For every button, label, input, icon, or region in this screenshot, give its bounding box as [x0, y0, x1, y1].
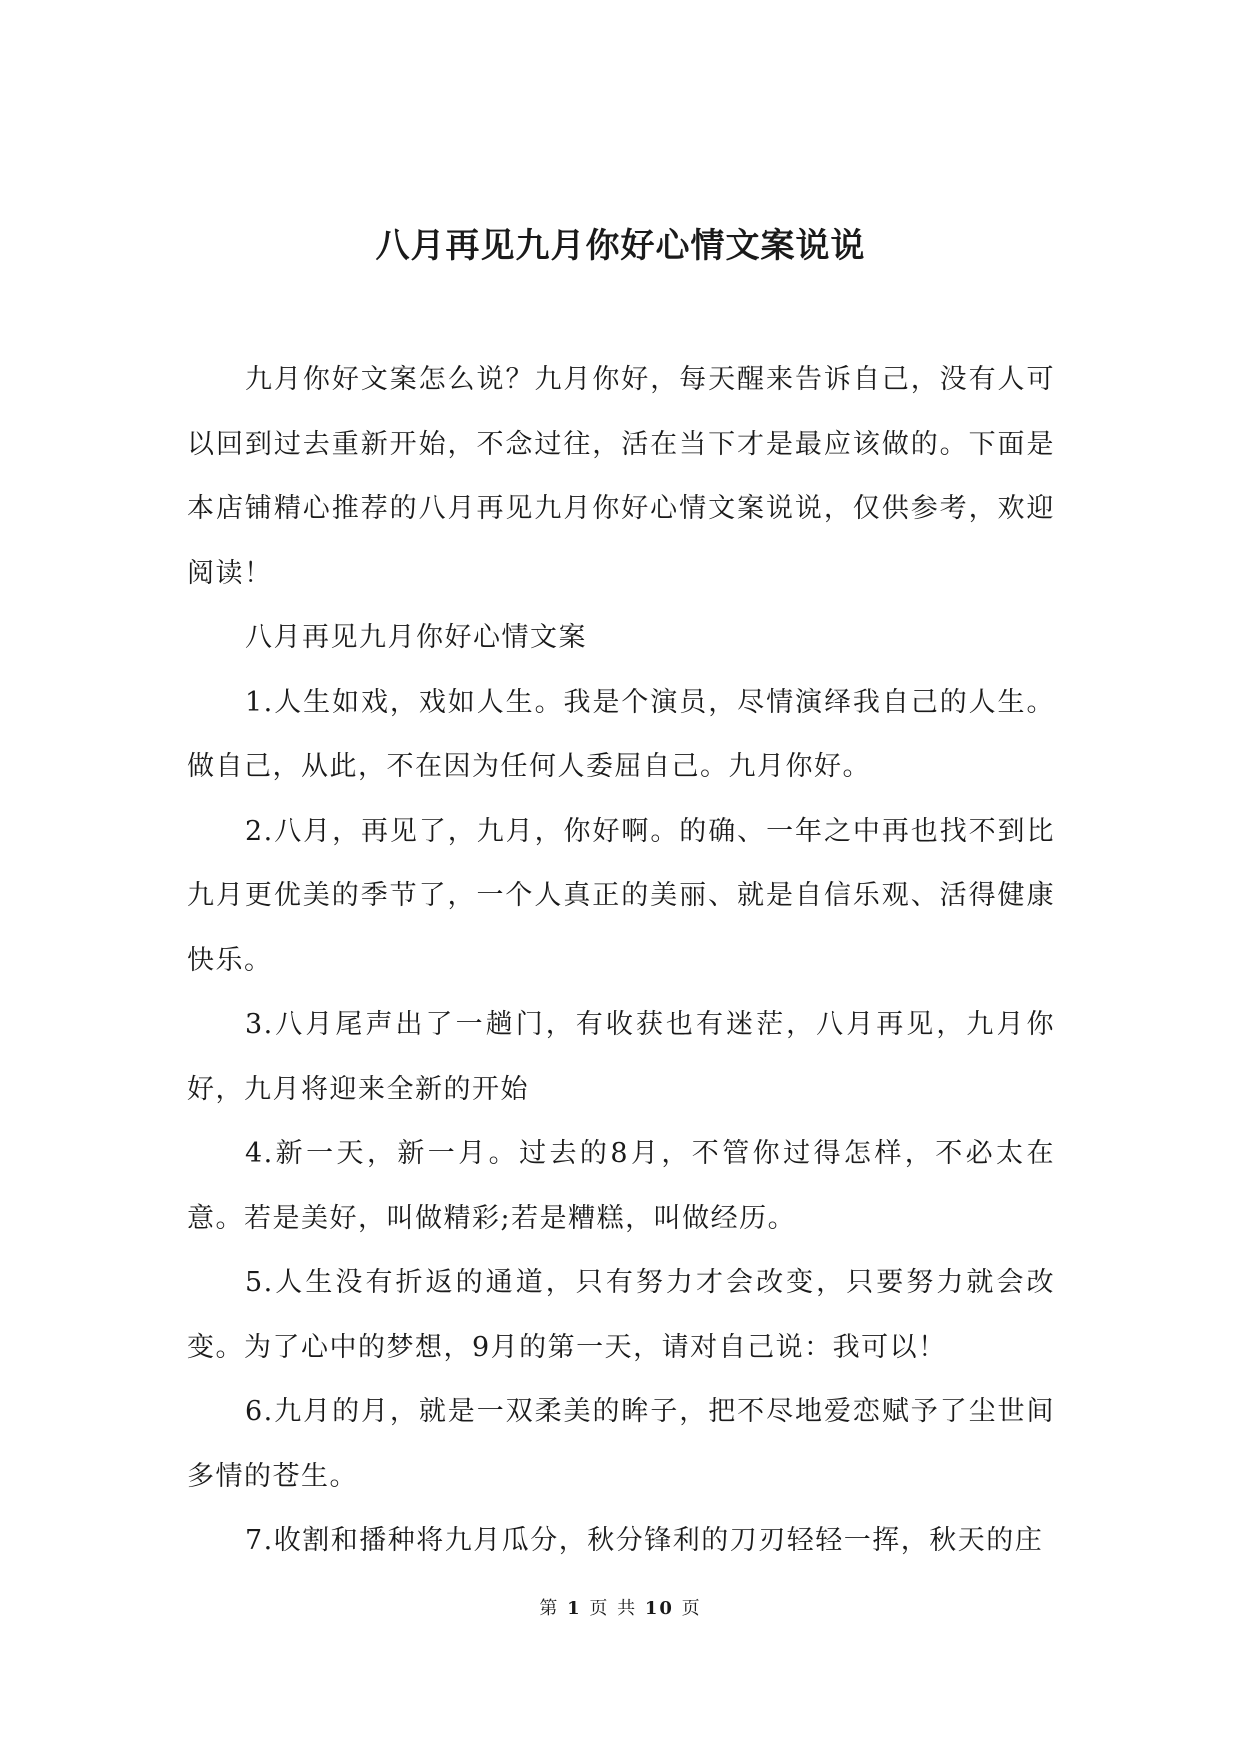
list-item: 3.八月尾声出了一趟门，有收获也有迷茫，八月再见，九月你好，九月将迎来全新的开始: [187, 1009, 1055, 1105]
list-item: 5.人生没有折返的通道，只有努力才会改变，只要努力就会改变。为了心中的梦想，9月的第一天，请对自己说：我可以！: [187, 1267, 1055, 1363]
footer-middle: 页 共: [589, 1598, 638, 1619]
list-item: 4.新一天，新一月。过去的8月，不管你过得怎样，不必太在意。若是美好，叫做精彩;若是糟糕，叫做经历。: [187, 1138, 1055, 1234]
document-body: [187, 348, 1055, 1574]
paragraph-subheading: 八月再见九月你好心情文案: [245, 622, 587, 653]
footer-suffix: 页: [681, 1598, 702, 1619]
footer-page-number: 1: [567, 1598, 582, 1619]
list-item: 1.人生如戏，戏如人生。我是个演员，尽情演绎我自己的人生。做自己，从此，不在因为任何人委屈自己。九月你好。: [187, 686, 1055, 782]
document-title: 八月再见九月你好心情文案说说: [375, 226, 866, 266]
list-item: 2.八月，再见了，九月，你好啊。的确、一年之中再也找不到比九月更优美的季节了，一个人真正的美丽、就是自信乐观、活得健康快乐。: [187, 815, 1055, 976]
list-item: 6.九月的月，就是一双柔美的眸子，把不尽地爱恋赋予了尘世间多情的苍生。: [187, 1396, 1055, 1492]
page-footer: [0, 1597, 1241, 1621]
list-item: 7.收割和播种将九月瓜分，秋分锋利的刀刃轻轻一挥，秋天的庄: [245, 1525, 1044, 1556]
paragraph-intro: 九月你好文案怎么说？九月你好，每天醒来告诉自己，没有人可以回到过去重新开始，不念过往，活在当下才是最应该做的。下面是本店铺精心推荐的八月再见九月你好心情文案说说，仅供参考，欢迎阅读！: [187, 364, 1055, 589]
footer-total-pages: 10: [644, 1598, 674, 1619]
footer-prefix: 第: [539, 1598, 560, 1619]
